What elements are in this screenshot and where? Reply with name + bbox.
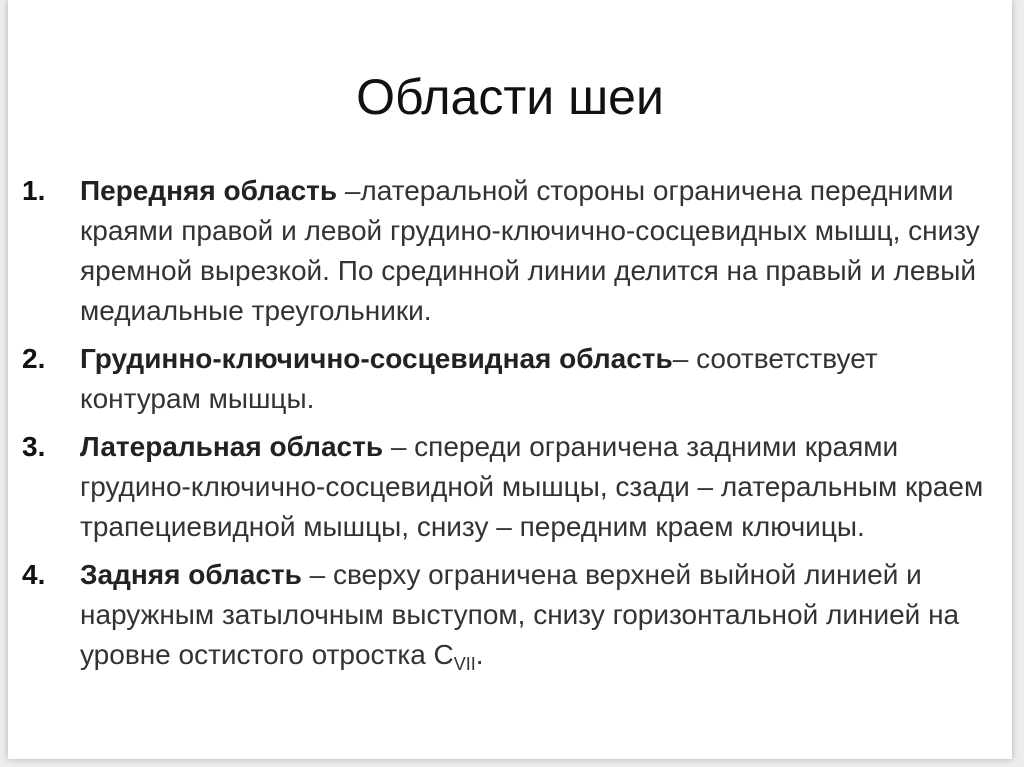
list-item [22,339,997,419]
item-text: – соответствует контурам мышцы. [80,343,878,414]
item-number: 4. [22,559,46,590]
list-item [22,427,997,547]
item-number: 1. [22,175,46,206]
list-item [22,171,997,331]
item-text: –латеральной стороны ограничена передними краями правой и левой грудино-ключично-сосцевидных мышц, снизу яремной вырезкой. По срединной линии делится на правый и левый медиальные треугольники. [80,175,980,326]
item-term: Передняя область [80,175,338,206]
item-number: 3. [22,431,46,462]
item-text: – спереди ограничена задними краями грудино-ключично-сосцевидной мышцы, сзади – латеральным краем трапециевидной мышцы, снизу – передним краем ключицы. [80,431,984,542]
slide-title: Области шеи [356,69,664,125]
item-term: Грудинно-ключично-сосцевидная область [80,343,673,374]
content-list [22,171,997,684]
item-term: Задняя область [80,559,302,590]
item-term: Латеральная область [80,431,384,462]
vertebra-subscript: VII [453,654,476,674]
item-number: 2. [22,343,46,374]
list-item [22,555,997,684]
item-text-end: . [475,639,484,670]
item-text: – сверху ограничена верхней выйной линией и наружным затылочным выступом, снизу горизонтальной линией на уровне остистого отростка С [80,559,960,670]
slide [8,0,1012,759]
